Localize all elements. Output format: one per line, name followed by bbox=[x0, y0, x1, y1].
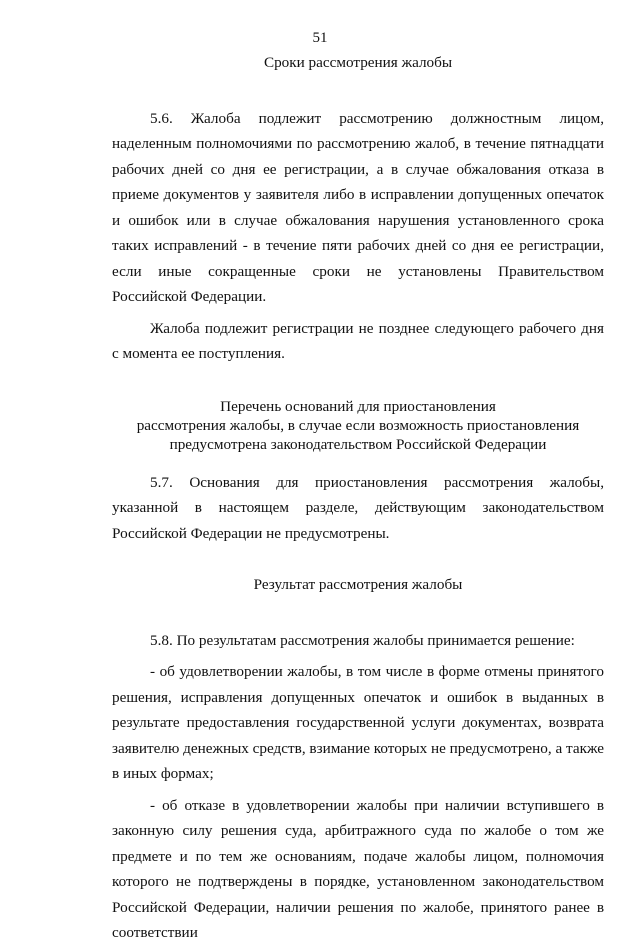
page-content bbox=[112, 50, 604, 946]
paragraph-5-7: 5.7. Основания для приостановления рассмотрения жалобы, указанной в настоящем разделе, действующим законодательством Российской Федерации не предусмотрены. bbox=[112, 473, 604, 542]
heading-line: предусмотрена законодательством Российской Федерации bbox=[169, 435, 547, 453]
list-item-refusal: - об отказе в удовлетворении жалобы при наличии вступившего в законную силу решения суда, арбитражного суда по жалобе о том же предмете и по тем же основаниям, подаче жалобы лицом, полномочия которого не подтверждены в порядке, установленном законодательством Российской Федерации, наличии решения по жалобе, принятого ранее в соответствии bbox=[112, 796, 604, 941]
paragraph-5-8: 5.8. По результатам рассмотрения жалобы принимается решение: bbox=[150, 631, 575, 649]
list-item-satisfaction: - об удовлетворении жалобы, в том числе в форме отмены принятого решения, исправления допущенных опечаток и ошибок в выданных в результате предоставления государственной услуги документах, возврата заявителю денежных средств, взимание которых не предусмотрено, а также в иных формах; bbox=[112, 663, 604, 782]
section-heading-review-result: Результат рассмотрения жалобы bbox=[253, 576, 463, 593]
paragraph-registration: Жалоба подлежит регистрации не позднее следующего рабочего дня с момента ее поступления. bbox=[112, 319, 604, 362]
heading-line: рассмотрения жалобы, в случае если возможность приостановления bbox=[136, 416, 580, 434]
page-number: 51 bbox=[312, 30, 328, 46]
paragraph-5-6: 5.6. Жалоба подлежит рассмотрению должностным лицом, наделенным полномочиями по рассмотрению жалоб, в течение пятнадцати рабочих дней со дня ее регистрации, а в случае обжалования отказа в приеме документов у заявителя либо в исправлении допущенных опечаток и ошибок или в случае обжалования нарушения установленного срока таких исправлений - в течение пяти рабочих дней со дня ее регистрации, если иные сокращенные сроки не установлены Правительством Российской Федерации. bbox=[112, 109, 604, 305]
heading-line: Перечень оснований для приостановления bbox=[220, 397, 496, 415]
section-heading-suspension-grounds bbox=[112, 397, 604, 454]
section-heading-review-terms: Сроки рассмотрения жалобы bbox=[263, 54, 453, 71]
